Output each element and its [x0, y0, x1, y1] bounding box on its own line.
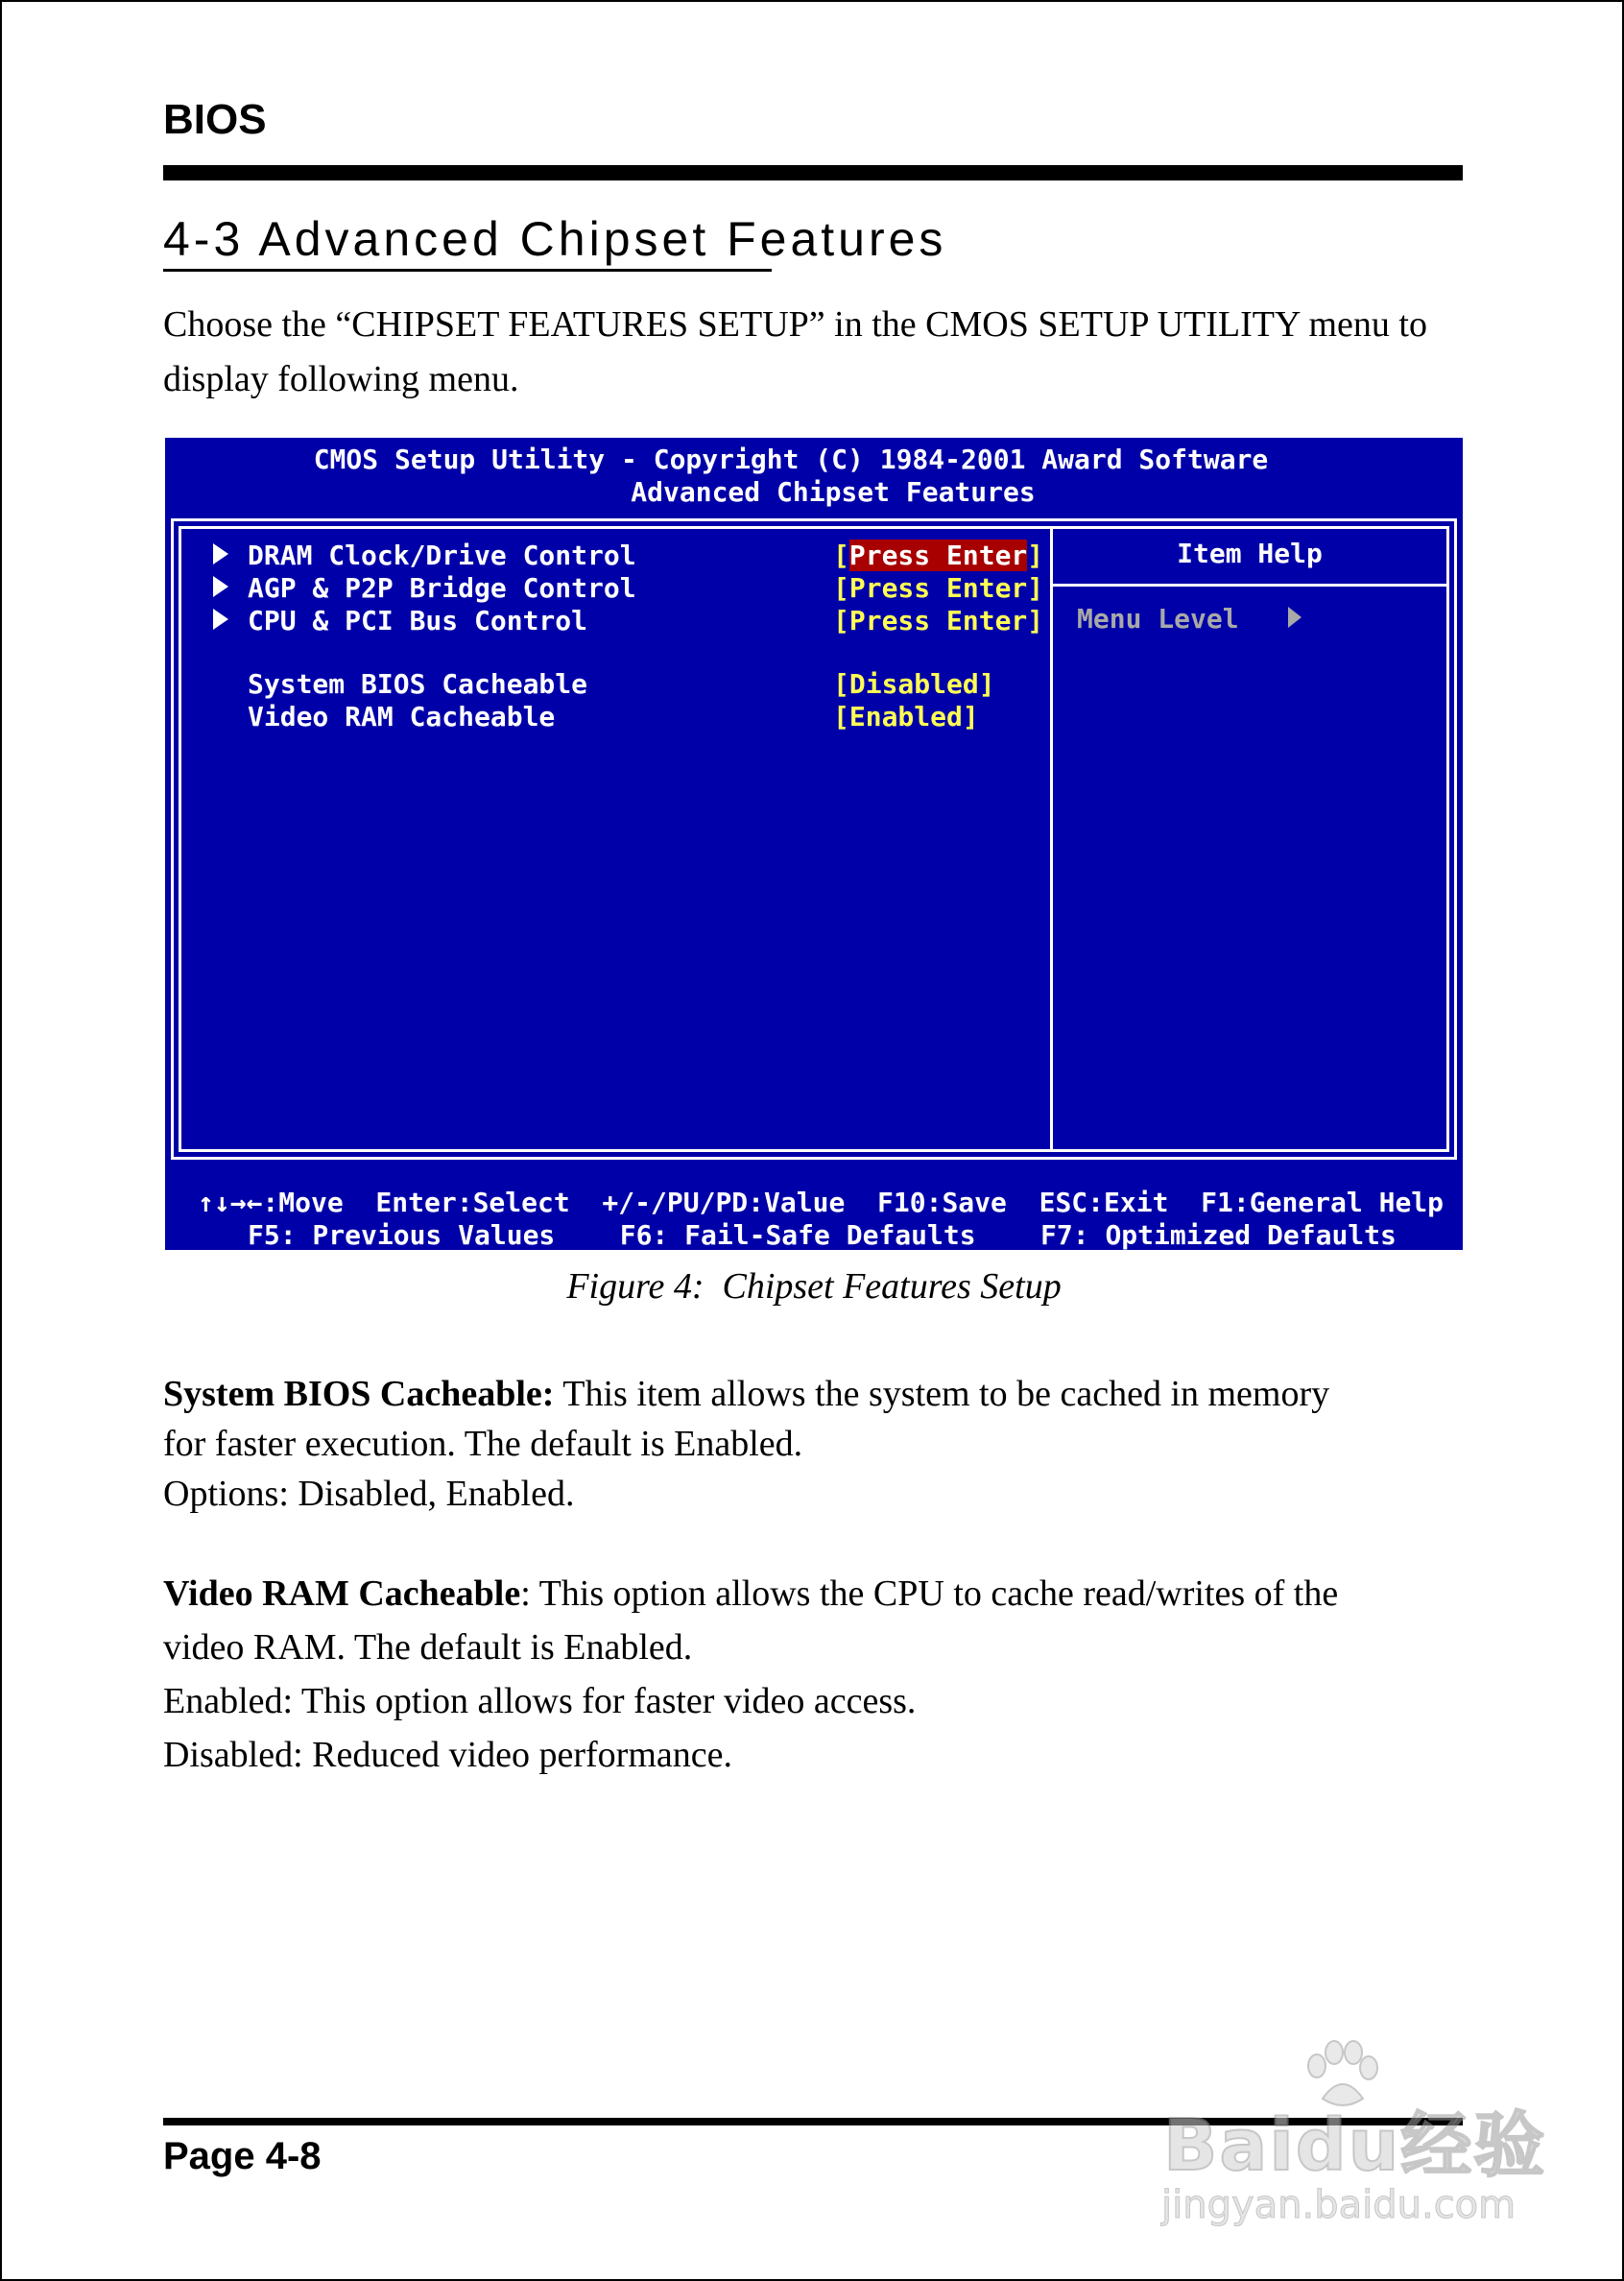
submenu-arrow-icon	[213, 543, 228, 564]
section-title-underline	[163, 269, 772, 272]
bios-item-cpu-pci[interactable]	[213, 605, 1044, 637]
bios-help-divider	[1053, 584, 1446, 587]
vram-cacheable-description-line2: video RAM. The default is Enabled.	[163, 1627, 693, 1668]
bios-key-legend-line1: ↑↓→←:Move Enter:Select +/-/PU/PD:Value F10:Save ESC:Exit F1:General Help	[198, 1187, 1445, 1218]
bios-item-label: System BIOS Cacheable	[248, 668, 588, 700]
item-help-title: Item Help	[1177, 538, 1323, 569]
bios-item-value[interactable]: [Press Enter]	[833, 540, 1044, 571]
vram-disabled-option: Disabled: Reduced video performance.	[163, 1735, 732, 1775]
submenu-arrow-icon	[213, 609, 228, 630]
bios-item-label: CPU & PCI Bus Control	[248, 605, 588, 636]
bios-item-value[interactable]: [Disabled]	[833, 668, 995, 700]
help-menu-level: Menu Level	[1077, 603, 1239, 635]
bios-item-label: AGP & P2P Bridge Control	[248, 572, 636, 604]
submenu-arrow-icon	[213, 576, 228, 597]
bios-cacheable-description-line2: for faster execution. The default is Enabled.	[163, 1424, 803, 1464]
bios-pane-divider	[1050, 526, 1053, 1152]
header-rule	[163, 165, 1463, 180]
watermark-url: jingyan.baidu.com	[1161, 2183, 1517, 2227]
bios-item-video-ram-cacheable[interactable]	[213, 701, 979, 733]
bios-item-system-bios-cacheable[interactable]	[213, 668, 995, 701]
selected-value-highlight: Press Enter	[848, 540, 1028, 571]
intro-paragraph: Choose the “CHIPSET FEATURES SETUP” in the CMOS SETUP UTILITY menu to display following menu.	[163, 304, 1427, 399]
figure-caption: Figure 4: Chipset Features Setup	[566, 1266, 1062, 1307]
watermark	[1144, 2037, 1547, 2229]
vram-enabled-option: Enabled: This option allows for faster video access.	[163, 1681, 917, 1721]
bios-item-value[interactable]: [Press Enter]	[833, 572, 1044, 604]
bios-title-line2: Advanced Chipset Features	[631, 476, 1036, 508]
bios-item-value[interactable]: [Press Enter]	[833, 605, 1044, 636]
bios-item-value[interactable]: [Enabled]	[833, 701, 979, 732]
term-vram-cacheable: Video RAM Cacheable	[163, 1573, 521, 1614]
bios-item-label: Video RAM Cacheable	[248, 701, 556, 732]
bios-screenshot	[165, 438, 1463, 1250]
bios-key-legend-line2: F5: Previous Values F6: Fail-Safe Defaults F7: Optimized Defaults	[248, 1219, 1397, 1250]
menu-level-arrow-icon	[1288, 607, 1302, 628]
bios-cacheable-options: Options: Disabled, Enabled.	[163, 1474, 575, 1514]
bios-title-line1: CMOS Setup Utility - Copyright (C) 1984-2001 Award Software	[313, 444, 1269, 475]
bios-item-label: DRAM Clock/Drive Control	[248, 540, 636, 571]
watermark-brand: Baidu经验	[1163, 2104, 1547, 2187]
page-number: Page 4-8	[163, 2135, 322, 2177]
vram-cacheable-description: Video RAM Cacheable: This option allows the CPU to cache read/writes of the	[163, 1573, 1339, 1614]
bios-cacheable-description: System BIOS Cacheable: This item allows the system to be cached in memory	[163, 1374, 1330, 1414]
bios-item-agp-bridge[interactable]	[213, 572, 1044, 605]
bios-item-dram-clock[interactable]	[213, 540, 1044, 572]
term-bios-cacheable: System BIOS Cacheable:	[163, 1374, 555, 1414]
section-title: 4-3 Advanced Chipset Features	[163, 212, 947, 266]
running-header: BIOS	[163, 96, 267, 143]
